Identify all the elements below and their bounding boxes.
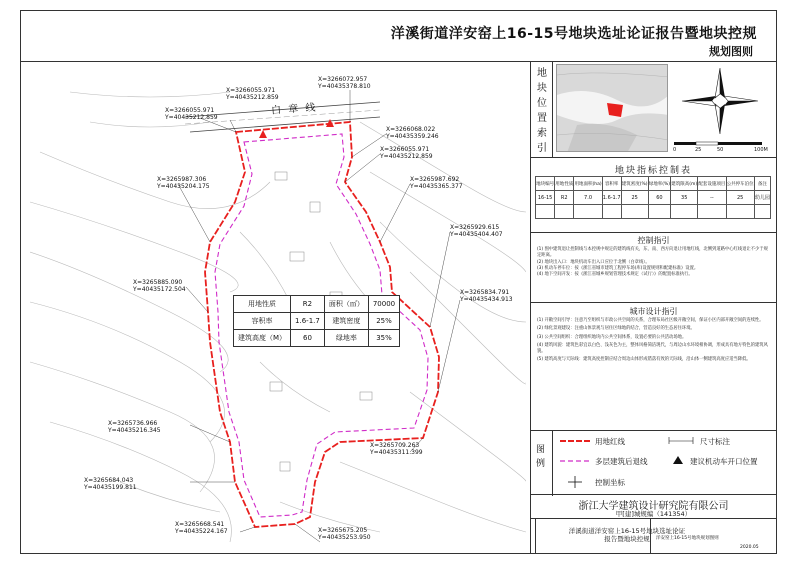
- footer-date: 2020.05: [740, 545, 759, 550]
- sub-title: 规划图则: [709, 45, 753, 58]
- index-table-row: 16-15 R2 7.0 1.6-1.7 25 60 35 -- 25 幼儿园: [536, 191, 771, 205]
- legend: [530, 430, 777, 495]
- coord-label: X=3265668.541 Y=40435224.167: [175, 521, 228, 535]
- coord-label: X=3265834.791 Y=40435434.913: [460, 289, 513, 303]
- index-table-header: 地块编号 用地性质 用地面积(ha) 容积率 建筑密度(%) 绿地率(%) 建筑限高(m) 配套设施项目 公共停车泊位 备注: [536, 177, 771, 191]
- legend-title: 图例: [536, 445, 546, 469]
- coord-label: X=3266068.022 Y=40435359.246: [386, 126, 439, 140]
- coord-label: X=3266055.971 Y=40435212.859: [226, 87, 279, 101]
- coord-label: X=3266055.971 Y=40435212.859: [380, 146, 433, 160]
- red-line-icon: [560, 437, 590, 445]
- setback-line-icon: [560, 457, 590, 465]
- company-cert: 甲[建]城规编（141354）: [615, 510, 692, 518]
- footer-project-name: 洋溪街道洋安窑上16-15号地块选址论证报告暨地块控规: [568, 527, 686, 543]
- main-title: 洋溪街道洋安窑上16-15号地块选址论证报告暨地块控规: [390, 26, 757, 42]
- legend-item: 控制坐标: [595, 478, 625, 487]
- coord-label: X=3265709.263 Y=40435311.399: [370, 442, 423, 456]
- coord-label: X=3265885.090 Y=40435172.504: [133, 279, 186, 293]
- urban-design-text: (1) 开敞空间引导：注意乃至组织与市政公共空间的关系，合理布局社区级开敞空间，保证小区内部开敞空间的连续性。 (2) 绿化景观建设：注重山体景观与居住区绿地的结合，营造良好的生态居住环境。 (3) 公共空间组织：合理组织地块内公共空间体系，设置必要的公共活动场地。 (4) 建筑风貌：建筑色彩宜以白色、浅灰色为主，整体风格简洁现代，与周边山水环境相协调，形成具有地方特色的建筑风貌。 (5) 建筑高度与天际线：建筑高度控制应结合周边山体形成错落有致的天际线，沿山体一侧建筑高度应适当降低。: [537, 318, 768, 363]
- site-stats-table: 用地性质 R2 面积（㎡） 70000 容积率 1.6-1.7 建筑密度 25% 建筑高度（M） 60 绿地率 35%: [233, 295, 400, 347]
- title-block: [20, 10, 777, 62]
- coord-label: X=3265987.692 Y=40435365.377: [410, 176, 463, 190]
- index-table: [535, 176, 771, 219]
- legend-item: 尺寸标注: [700, 437, 730, 446]
- footer-title-strip: [20, 519, 777, 554]
- location-index-map: [556, 64, 668, 152]
- company-block: [530, 495, 777, 519]
- legend-item: 用地红线: [595, 437, 625, 446]
- coord-label: X=3266055.971 Y=40435212.859: [165, 107, 218, 121]
- control-guide-text: (1) 图中建筑退让控制线与本控规中规定的建筑线有关，东、南、西方向退让用地红线，北侧到道路中心红线退让不少于规定距离。 (2) 地块出入口：地块机动车出入口应位于北侧（白章线）。 (3) 机动车停车位：按《浙江省城市建筑工程停车场(库)设置规则和配建标准》设置。 (4) 地下空间开发：按《浙江省城乡规划管理技术规定（试行）》的配置标准执行。: [537, 247, 768, 278]
- legend-item: 建议机动车开口位置: [690, 457, 758, 466]
- urban-design-title: 城市设计指引: [629, 307, 678, 316]
- location-label: 地 块 位 置 索 引: [537, 68, 547, 154]
- road-label: 白 章 线: [270, 102, 318, 117]
- control-guide-title: 控制指引: [637, 236, 670, 245]
- index-table-title: 地块指标控制表: [614, 166, 692, 176]
- compass-and-scale: [672, 64, 772, 152]
- legend-item: 多层建筑后退线: [595, 457, 648, 466]
- coord-label: X=3265684.043 Y=40435199.811: [84, 477, 137, 491]
- control-coord-icon: [568, 476, 582, 488]
- north-arrow-icon: [682, 68, 758, 134]
- coord-label: X=3265987.306 Y=40435204.175: [157, 176, 210, 190]
- footer-drawing-name: 洋安窑上16-15号地块规划图则: [656, 536, 719, 541]
- scale-bar: [674, 142, 762, 145]
- site-highlight: [607, 103, 623, 117]
- company-name: 浙江大学建筑设计研究院有限公司: [578, 501, 729, 512]
- coord-label: X=3265675.205 Y=40435253.950: [318, 527, 371, 541]
- coord-label: X=3265736.966 Y=40435216.345: [108, 420, 161, 434]
- vehicle-entrance-icon: [672, 455, 684, 465]
- scale-labels: 0 25 50 100M: [673, 147, 768, 153]
- location-map-graphic: [557, 65, 668, 152]
- dimension-icon: [668, 435, 694, 445]
- coord-label: X=3266072.957 Y=40435378.810: [318, 76, 371, 90]
- coord-label: X=3265929.615 Y=40435404.407: [450, 224, 503, 238]
